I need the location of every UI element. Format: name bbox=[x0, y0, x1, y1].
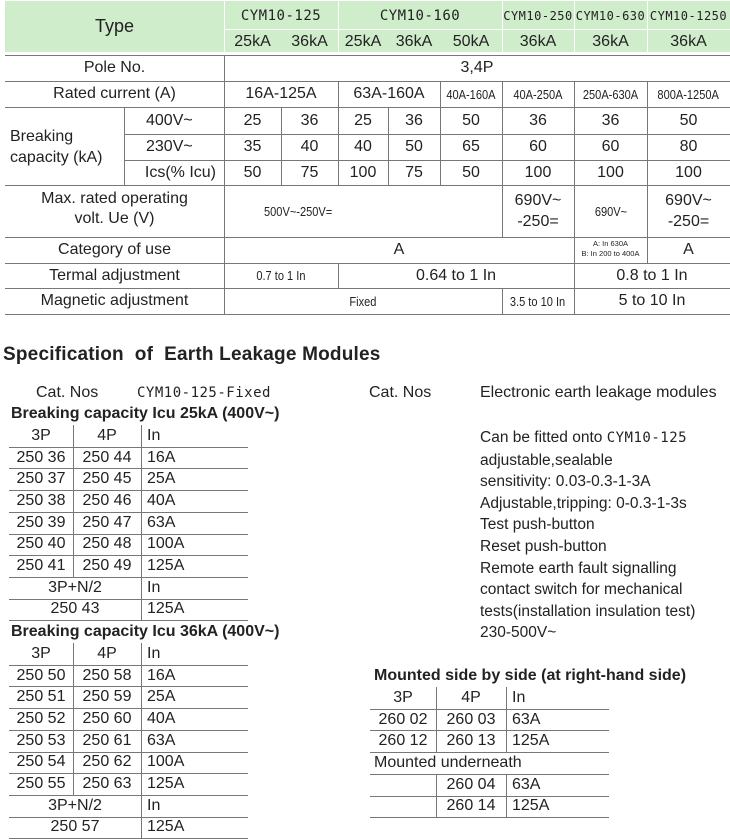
spec-table bbox=[0, 0, 730, 318]
catnos-label-left: Cat. Nos bbox=[36, 384, 99, 401]
voltage-230-label: 230V~ bbox=[146, 138, 193, 155]
rated-current-value: 16A-125A bbox=[245, 85, 317, 102]
category-630: A: In 630A B: In 200 to 400A bbox=[581, 239, 640, 258]
table-row bbox=[9, 708, 248, 730]
col-header-4p: 4P bbox=[461, 688, 481, 706]
col-header-in: In bbox=[512, 688, 526, 706]
rated-current-label: Rated current (A) bbox=[53, 85, 176, 102]
cat-no-3p: 250 40 bbox=[16, 535, 66, 553]
rated-in: 16A bbox=[147, 666, 176, 684]
table-row bbox=[9, 468, 248, 490]
table-row bbox=[9, 686, 248, 708]
cat-no-3p: 250 37 bbox=[16, 470, 66, 488]
rated-in: 125A bbox=[147, 557, 185, 575]
capacity-label: 36kA bbox=[592, 33, 629, 50]
module-description bbox=[480, 427, 695, 644]
col-divider bbox=[141, 643, 142, 838]
cat-no-3pn2: 250 57 bbox=[50, 818, 100, 836]
breaking-value: 60 bbox=[601, 138, 620, 155]
voltage-400-label: 400V~ bbox=[146, 111, 193, 129]
col-header-4p: 4P bbox=[97, 644, 117, 662]
capacity-36-title: Breaking capacity Icu 36kA (400V~) bbox=[11, 623, 280, 640]
rated-in: 63A bbox=[147, 731, 176, 749]
description-line: Test push-button bbox=[480, 516, 595, 534]
description-line: Adjustable,tripping: 0-0.3-1-3s bbox=[480, 494, 687, 512]
rated-in: 40A bbox=[147, 709, 176, 727]
breaking-value: 60 bbox=[529, 138, 547, 155]
col-header-in: In bbox=[147, 796, 161, 814]
rated-current-value: 40A-160A bbox=[446, 86, 496, 102]
breaking-value: 50 bbox=[462, 163, 480, 181]
breaking-value: 40 bbox=[354, 138, 372, 155]
breaking-value: 25 bbox=[354, 111, 372, 129]
rated-in: 25A bbox=[147, 688, 176, 706]
col-divider bbox=[436, 687, 437, 752]
cat-no-4p: 250 47 bbox=[82, 513, 132, 531]
max-voltage-630: 690V~ bbox=[594, 203, 627, 219]
model-cym10-250: CYM10-250 bbox=[503, 9, 573, 23]
breaking-value: 36 bbox=[300, 111, 319, 129]
mounted-underneath-label: Mounted underneath bbox=[374, 753, 522, 771]
capacity-label: 36kA bbox=[291, 33, 328, 50]
rated-in: 63A bbox=[512, 710, 541, 728]
rated-in: 63A bbox=[512, 775, 541, 793]
thermal-value: 0.8 to 1 In bbox=[616, 266, 688, 284]
cat-no-4p: 260 13 bbox=[446, 732, 496, 750]
cat-no-4p: 250 58 bbox=[82, 666, 132, 684]
magnetic-value: 3.5 to 10 In bbox=[510, 293, 566, 309]
breaking-value: 35 bbox=[243, 138, 262, 155]
cat-no-3p: 250 36 bbox=[16, 448, 66, 466]
breaking-value: 50 bbox=[243, 163, 262, 181]
description-line: tests(installation insulation test) bbox=[480, 602, 696, 620]
rated-in: 125A bbox=[512, 797, 550, 815]
breaking-value: 50 bbox=[462, 111, 480, 129]
cat-no-3p: 250 55 bbox=[16, 775, 66, 793]
cat-no-3p: 250 41 bbox=[16, 557, 66, 575]
capacity-label: 25kA bbox=[234, 33, 271, 50]
breaking-value: 80 bbox=[679, 138, 698, 155]
breaking-value: 36 bbox=[601, 111, 620, 129]
rated-current-value: 40A-250A bbox=[513, 86, 563, 102]
capacity-label: 50kA bbox=[452, 33, 490, 50]
rated-in: 125A bbox=[147, 818, 185, 836]
cat-no-3p: 250 39 bbox=[16, 513, 66, 531]
row-divider bbox=[9, 620, 248, 621]
description-line: Remote earth fault signalling bbox=[480, 559, 677, 577]
breaking-value: 75 bbox=[405, 163, 423, 181]
breaking-value: 25 bbox=[243, 111, 262, 129]
magnetic-label: Magnetic adjustment bbox=[40, 292, 189, 309]
max-voltage-label: Max. rated operating volt. Ue (V) bbox=[41, 190, 188, 227]
max-voltage-250: 690V~ -250= bbox=[514, 192, 562, 230]
cat-no-3p: 250 38 bbox=[16, 491, 66, 509]
magnetic-value: 5 to 10 In bbox=[618, 292, 686, 309]
cat-no-4p: 260 03 bbox=[446, 710, 496, 728]
table-row bbox=[9, 447, 248, 469]
table-row bbox=[9, 555, 248, 577]
type-label: Type bbox=[94, 16, 135, 36]
col-divider bbox=[141, 425, 142, 620]
col-header-3p: 3P bbox=[31, 644, 51, 662]
cat-no-4p: 250 45 bbox=[82, 470, 132, 488]
breaking-value: 40 bbox=[300, 138, 319, 155]
cat-no-4p: 260 04 bbox=[446, 775, 496, 793]
cat-no-4p: 250 49 bbox=[82, 557, 132, 575]
model-cym10-1250: CYM10-1250 bbox=[649, 9, 728, 23]
cat-no-4p: 260 14 bbox=[446, 797, 496, 815]
breaking-capacity-label: Breaking capacity (kA) bbox=[10, 128, 103, 166]
table-row bbox=[9, 730, 248, 752]
description-line: 230-500V~ bbox=[480, 624, 557, 642]
thermal-value: 0.7 to 1 In bbox=[256, 268, 306, 283]
pole-value: 3,4P bbox=[460, 59, 494, 76]
breaking-value: 36 bbox=[405, 111, 423, 129]
col-header-4p: 4P bbox=[97, 426, 117, 444]
cat-no-3p: 250 50 bbox=[16, 666, 66, 684]
breaking-value: 100 bbox=[349, 163, 377, 181]
row-divider bbox=[370, 817, 609, 818]
col-header-3p: 3P bbox=[31, 426, 51, 444]
magnetic-value: Fixed bbox=[349, 293, 377, 309]
description-line: adjustable,sealable bbox=[480, 451, 613, 469]
mounted-title: Mounted side by side (at right-hand side) bbox=[374, 667, 687, 684]
catnos-value-right: Electronic earth leakage modules bbox=[480, 384, 717, 401]
col-divider bbox=[436, 774, 437, 817]
max-voltage-1250: 690V~ -250= bbox=[665, 192, 712, 230]
col-divider bbox=[73, 643, 74, 795]
rated-in: 25A bbox=[147, 470, 176, 488]
pole-label: Pole No. bbox=[83, 59, 146, 76]
table-row bbox=[9, 752, 248, 774]
breaking-value: 50 bbox=[679, 111, 698, 129]
model-cym10-160: CYM10-160 bbox=[379, 8, 461, 24]
capacity-label: 36kA bbox=[670, 33, 707, 50]
breaking-value: 100 bbox=[675, 163, 702, 181]
capacity-label: 36kA bbox=[519, 33, 557, 50]
catnos-model-left: CYM10-125-Fixed bbox=[137, 385, 271, 401]
cat-no-3p: 250 51 bbox=[16, 688, 66, 706]
ics-label: Ics(% Icu) bbox=[144, 163, 216, 181]
cat-no-3p: 250 53 bbox=[16, 731, 66, 749]
col-header-3pn2: 3P+N/2 bbox=[48, 796, 102, 814]
col-divider bbox=[506, 774, 507, 817]
max-voltage-low: 500V~-250V= bbox=[264, 203, 333, 219]
rated-in: 16A bbox=[147, 448, 176, 466]
rated-in: 125A bbox=[147, 775, 185, 793]
rated-in: 40A bbox=[147, 491, 176, 509]
col-header-3pn2: 3P+N/2 bbox=[48, 578, 102, 596]
model-cym10-125: CYM10-125 bbox=[240, 8, 322, 24]
category-value: A bbox=[393, 241, 405, 258]
cat-no-3p: 250 52 bbox=[16, 709, 66, 727]
table-row bbox=[9, 773, 248, 795]
table-row bbox=[9, 490, 248, 512]
catnos-label-right: Cat. Nos bbox=[369, 384, 432, 401]
rated-in: 63A bbox=[147, 513, 176, 531]
breaking-value: 50 bbox=[405, 138, 423, 155]
rated-in: 100A bbox=[147, 753, 185, 771]
cat-no-3p: 260 02 bbox=[378, 710, 428, 728]
thermal-label: Termal adjustment bbox=[49, 266, 180, 284]
cat-no-4p: 250 60 bbox=[82, 709, 132, 727]
cat-no-4p: 250 44 bbox=[82, 448, 132, 466]
rated-in: 100A bbox=[147, 535, 185, 553]
section-title: Specification of Earth Leakage Modules bbox=[3, 344, 381, 365]
rated-in: 125A bbox=[147, 600, 185, 618]
description-line: contact switch for mechanical bbox=[480, 581, 683, 599]
cat-no-4p: 250 63 bbox=[82, 775, 132, 793]
cat-no-4p: 250 46 bbox=[82, 491, 132, 509]
category-1250: A bbox=[683, 241, 694, 258]
cat-no-3p: 260 12 bbox=[378, 732, 428, 750]
col-divider bbox=[506, 687, 507, 752]
cat-no-4p: 250 48 bbox=[82, 535, 132, 553]
fit-line: Can be fitted onto CYM10-125 bbox=[480, 429, 688, 446]
table-row bbox=[9, 512, 248, 534]
table-row bbox=[9, 534, 248, 556]
description-line: Reset push-button bbox=[480, 537, 607, 555]
rated-current-value: 800A-1250A bbox=[657, 86, 720, 102]
model-cym10-630: CYM10-630 bbox=[575, 9, 646, 23]
cat-no-3pn2: 250 43 bbox=[50, 600, 100, 618]
table-row bbox=[9, 665, 248, 687]
breaking-value: 100 bbox=[524, 163, 552, 181]
cat-no-3p: 250 54 bbox=[16, 753, 66, 771]
breaking-value: 100 bbox=[597, 163, 624, 181]
col-header-in: In bbox=[147, 578, 161, 596]
col-header-in: In bbox=[147, 426, 161, 444]
breaking-value: 36 bbox=[529, 111, 547, 129]
capacity-25-title: Breaking capacity Icu 25kA (400V~) bbox=[11, 405, 280, 422]
breaking-value: 75 bbox=[300, 163, 319, 181]
col-header-3p: 3P bbox=[393, 688, 413, 706]
rated-current-value: 63A-160A bbox=[353, 85, 425, 102]
fit-model: CYM10-125 bbox=[606, 430, 688, 446]
rated-current-value: 250A-630A bbox=[582, 86, 639, 102]
capacity-label: 36kA bbox=[395, 33, 433, 50]
cat-no-4p: 250 62 bbox=[82, 753, 132, 771]
col-divider bbox=[73, 425, 74, 577]
capacity-label: 25kA bbox=[344, 33, 382, 50]
rated-in: 125A bbox=[512, 732, 550, 750]
breaking-value: 65 bbox=[462, 138, 480, 155]
description-line: sensitivity: 0.03-0.3-1-3A bbox=[480, 473, 651, 491]
cat-no-4p: 250 59 bbox=[82, 688, 132, 706]
category-label: Category of use bbox=[58, 241, 171, 258]
col-header-in: In bbox=[147, 644, 161, 662]
cat-no-4p: 250 61 bbox=[82, 731, 132, 749]
thermal-value: 0.64 to 1 In bbox=[415, 266, 497, 284]
